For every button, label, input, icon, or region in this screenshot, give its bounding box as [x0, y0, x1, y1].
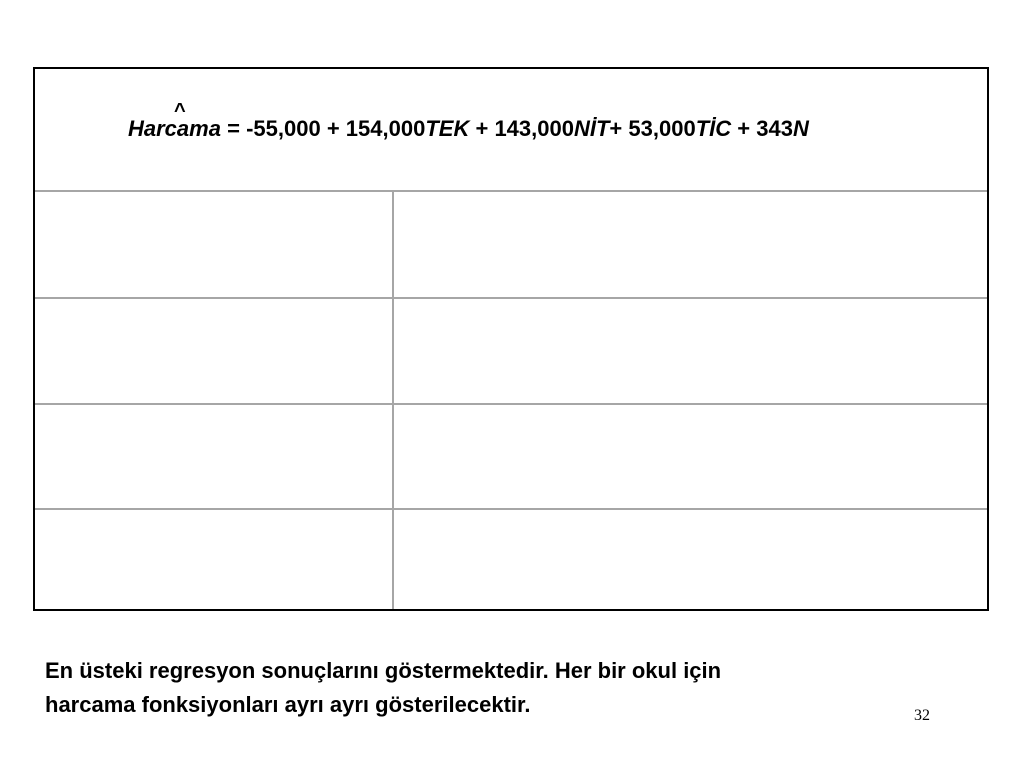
- page-number: 32: [914, 707, 930, 724]
- regression-table: [33, 67, 989, 611]
- table-row: [35, 508, 987, 609]
- regression-equation: [128, 100, 809, 143]
- term-coef: 143,000: [494, 116, 574, 141]
- table-cell-left: [35, 299, 392, 403]
- table-cell-right: [392, 510, 987, 609]
- term-coef: 154,000: [345, 116, 426, 141]
- table-cell-left: [35, 192, 392, 297]
- term-var: NİT: [573, 116, 610, 141]
- equation-cell: [35, 69, 987, 192]
- term-var: TEK: [425, 116, 470, 141]
- caption-line: harcama fonksiyonları ayrı ayrı gösterilecektir.: [45, 692, 531, 717]
- table-row: [35, 297, 987, 403]
- caption-line: En üsteki regresyon sonuçlarını göstermektedir. Her bir okul için: [45, 658, 722, 683]
- equals-sign: =: [227, 116, 240, 141]
- table-cell-left: [35, 510, 392, 609]
- term-op: +: [475, 116, 489, 141]
- term-op: +: [737, 116, 751, 141]
- hat-symbol: ^: [174, 100, 186, 122]
- equation-lhs: [128, 100, 221, 143]
- table-row: [35, 403, 987, 508]
- intercept: -55,000: [246, 116, 321, 141]
- term-var: TİC: [695, 116, 732, 141]
- lhs-label: Harcama: [128, 116, 221, 141]
- table-cell-right: [392, 405, 987, 508]
- term-var: N: [792, 116, 809, 141]
- slide-caption: [45, 654, 945, 722]
- table-cell-right: [392, 299, 987, 403]
- table-row: [35, 192, 987, 297]
- table-cell-left: [35, 405, 392, 508]
- term-coef: 343: [756, 116, 793, 141]
- table-cell-right: [392, 192, 987, 297]
- term-op: +: [609, 116, 623, 141]
- term-coef: 53,000: [628, 116, 696, 141]
- term-op: +: [326, 116, 340, 141]
